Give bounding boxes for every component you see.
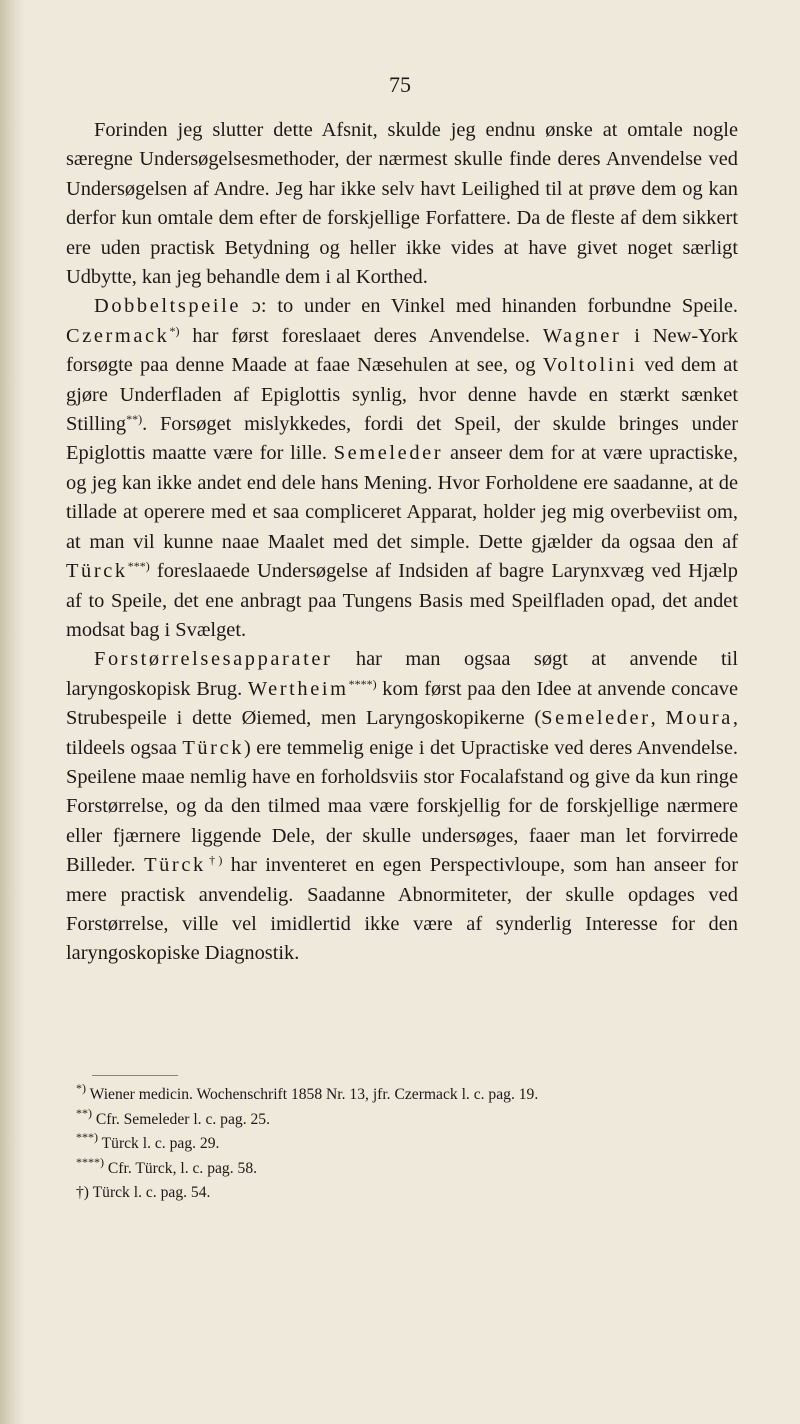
text-segment: ) ere temmelig enige i det Upractiske ved deres Anvendelse. Speilene maae nemlig have en forholdsviis stor Focalafstand og give da kun ringe Forstørrelse, og da den tilmed maa være forskjellig for de forskjellige nærmere eller fjærnere liggende Dele, der skulle undersøges, faaer man let forvirrede Billeder. — [66, 736, 738, 877]
footnote-1 — [76, 1083, 756, 1108]
footnotes — [76, 1083, 756, 1206]
text-segment: kom først paa den Idee at anvende concave Strubespeile i dette Øiemed, men Laryngoskopikerne ( — [66, 677, 738, 730]
footnote-text: Wiener medicin. Wochenschrift 1858 Nr. 13, jfr. Czermack l. c. pag. 19. — [86, 1086, 539, 1103]
paragraph-forstorrelse — [66, 645, 738, 968]
footnote-mark: **) — [126, 412, 143, 427]
text-segment: har først foreslaaet deres Anvendelse. — [179, 324, 543, 347]
page-number: 75 — [389, 72, 411, 97]
footnote-mark: ***) — [127, 559, 150, 574]
text-segment: , tildeels ogsaa — [66, 707, 739, 759]
author-turck: Türck — [182, 736, 245, 759]
footnote-4 — [76, 1154, 756, 1182]
text-segment: anseer dem for at være upractiske, og jeg kan ikke andet end dele hans Mening. Hvor Forholdene ere saadanne, at de tillade at operere med et saa compliceret Apparat, holder jeg mig overbeviist om, at man vil kunne naae Maalet med det simple. Dette gjælder da ogsaa den af — [66, 442, 738, 553]
text-segment: har inventeret en egen Perspectivloupe, som han anseer for mere practisk anvendelig. Saadanne Abnormiteter, der skulle opdages ved Forstørrelse, ville vel imidlertid ikke være af synderlig Interesse for den laryngoskopiske Diagnostik. — [66, 854, 738, 965]
footnote-mark: †) — [205, 853, 223, 868]
author-czermack: Czermack — [66, 324, 170, 347]
author-turck: Türck — [66, 560, 128, 583]
footnote-text: Cfr. Türck, l. c. pag. 58. — [104, 1159, 258, 1177]
author-semeleder: Semeleder — [541, 707, 651, 730]
footnote-text: Türck l. c. pag. 29. — [98, 1135, 220, 1153]
body-text — [66, 116, 738, 969]
footnote-mark: *) — [76, 1081, 86, 1095]
author-wertheim: Wertheim — [247, 677, 349, 700]
text-segment: ved dem at gjøre Underfladen af Epiglottis synlig, hvor denne havde en stærkt sænket Stilling — [66, 354, 739, 436]
author-semeleder: Semeleder — [333, 442, 444, 465]
text-segment: har man ogsaa søgt at anvende til laryngoskopisk Brug. — [66, 648, 738, 700]
paragraph-intro: Forinden jeg slutter dette Afsnit, skulde jeg endnu ønske at omtale nogle særegne Undersøgelsesmethoder, der nærmest skulle finde deres Anvendelse ved Undersøgelsen af Andre. Jeg har ikke selv havt Leilighed til at prøve dem og kan derfor kun omtale dem efter de forskjellige Forfattere. Da de fleste af dem sikkert ere uden practisk Betydning og heller ikke vides at have givet noget særligt Udbytte, kan jeg behandle dem i al Korthed. — [66, 119, 738, 289]
text-segment: i New-York forsøgte paa denne Maade at faae Næsehulen at see, og — [66, 324, 738, 377]
text-segment: ɔ: to under en Vinkel med hinanden forbundne Speile. — [241, 295, 738, 318]
author-moura: Moura — [665, 707, 733, 730]
author-turck: Türck — [144, 854, 206, 877]
footnote-5 — [76, 1181, 756, 1206]
author-wagner: Wagner — [542, 324, 622, 347]
footnote-mark: **) — [76, 1105, 92, 1120]
author-voltolini: Voltolini — [542, 354, 638, 377]
footnote-3 — [76, 1132, 756, 1157]
footnote-text: Cfr. Semeleder l. c. pag. 25. — [92, 1110, 270, 1128]
footnote-divider — [92, 1075, 178, 1076]
footnote-text: Türck l. c. pag. 54. — [89, 1184, 211, 1202]
footnote-mark: ***) — [76, 1130, 98, 1145]
footnote-mark: ****) — [76, 1154, 104, 1169]
text-segment: , — [650, 707, 666, 730]
footnote-mark: †) — [76, 1184, 89, 1202]
text-segment: . Forsøget mislykkedes, fordi det Speil, der skulde bringes under Epiglottis maatte være for lille. — [66, 413, 738, 465]
term-dobbeltspeile: Dobbeltspeile — [94, 295, 242, 318]
text-segment: foreslaaede Undersøgelse af Indsiden af bagre Larynxvæg ved Hjælp af to Speile, det ene anbragt paa Tungens Basis med Speilfladen opad, det andet modsat bag i Svælget. — [66, 560, 738, 641]
footnote-2 — [76, 1105, 756, 1133]
footnote-mark: *) — [169, 323, 180, 338]
term-forstorrelsesapparater: Forstørrelsesapparater — [94, 648, 333, 671]
footnote-mark: ****) — [348, 676, 377, 691]
paragraph-dobbeltspeile — [66, 292, 738, 645]
